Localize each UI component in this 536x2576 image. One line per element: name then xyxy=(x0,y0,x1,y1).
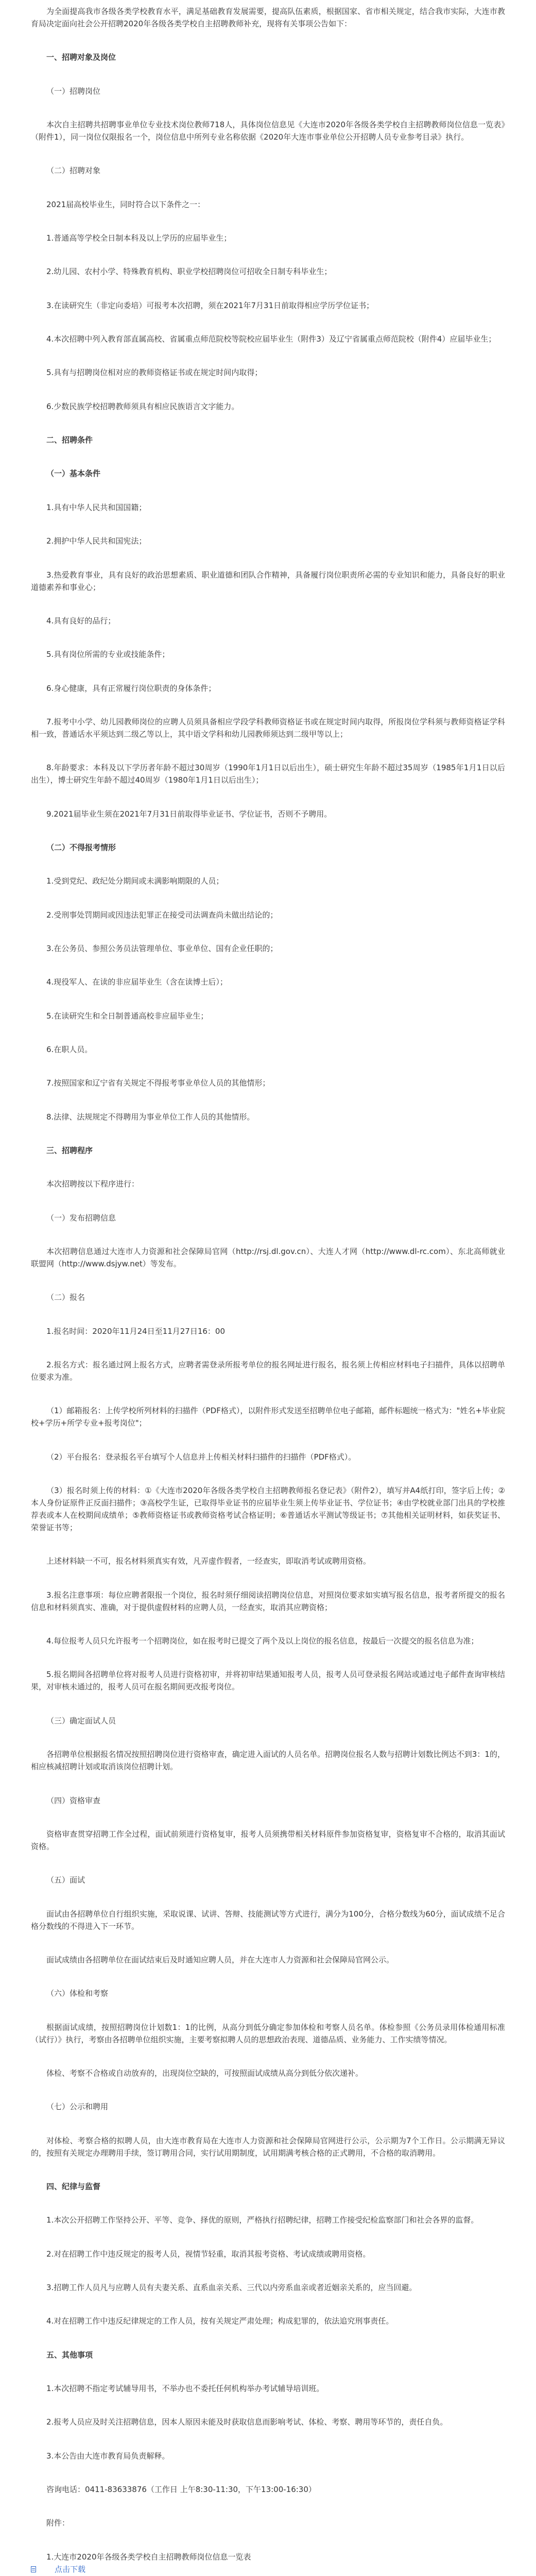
paragraph: 5.具有岗位所需的专业或技能条件； xyxy=(46,650,170,659)
paragraph: 面试由各招聘单位自行组织实施，采取说课、试讲、答辩、技能测试等方式进行，满分为100分，合格分数线为60分，面试成绩不足合格分数线的不得进入下一环节。 xyxy=(31,1909,505,1931)
paragraph: （四）资格审查 xyxy=(46,1795,101,1805)
paragraph: 6.少数民族学校招聘教师须具有相应民族语言文字能力。 xyxy=(46,401,239,411)
paragraph: 5.报名期间各招聘单位将对报考人员进行资格初审，并将初审结果通知报考人员，报考人员可登录报名网站或通过电子邮件查询审核结果，对审核未通过的，报考人员可在报名期间更改报考岗位。 xyxy=(31,1670,505,1692)
paragraph: 1.普通高等学校全日制本科及以上学历的应届毕业生； xyxy=(46,233,232,243)
paragraph: 为全面提高我市各级各类学校教育水平，满足基础教育发展需要，提高队伍素质，根据国家、省市相关规定，结合我市实际，大连市教育局决定面向社会公开招聘2020年各级各类学校自主招聘教师补充，现将有关事项公告如下： xyxy=(31,7,505,28)
paragraph: 9.2021届毕业生须在2021年7月31日前取得毕业证书、学位证书，否则不予聘用。 xyxy=(46,809,332,819)
paragraph: 本次自主招聘共招聘事业单位专业技术岗位教师718人，具体岗位信息见《大连市2020年各级各类学校自主招聘教师岗位信息一览表》（附件1），同一岗位仅限报名一个，岗位信息中所列专业名称依据《2020年大连市事业单位公开招聘人员专业参考目录》执行。 xyxy=(31,120,505,142)
paragraph: 对体检、考察合格的拟聘人员，由大连市教育局在大连市人力资源和社会保障局官网进行公示，公示期为7个工作日。公示期满无异议的，按照有关规定办理聘用手续，签订聘用合同，实行试用期制度，试用期满考核合格的正式聘用，不合格的取消聘用。 xyxy=(31,2136,505,2158)
paragraph: 6.在职人员。 xyxy=(46,1044,93,1054)
paragraph: 2.报名方式：报名通过网上报名方式，应聘者需登录所报考单位的报名网址进行报名，报名须上传相应材料电子扫描件，具体以招聘单位要求为准。 xyxy=(31,1360,505,1382)
subsection-heading: （二）不得报考情形 xyxy=(46,842,116,852)
paragraph: 1.本次公开招聘工作坚持公开、平等、竞争、择优的原则，严格执行招聘纪律，招聘工作接受纪检监察部门和社会各界的监督。 xyxy=(46,2215,479,2225)
paragraph: 本次招聘信息通过大连市人力资源和社会保障局官网（http://rsj.dl.gov.cn）、大连人才网（http://www.dl-rc.com）、东北高师就业联盟网（http://www.dsjyw.net）等发布。 xyxy=(31,1247,505,1269)
paragraph: 3.招聘工作人员凡与应聘人员有夫妻关系、直系血亲关系、三代以内旁系血亲或者近姻亲关系的，应当回避。 xyxy=(46,2282,417,2292)
paragraph: 2.对在招聘工作中违反规定的报考人员，视情节轻重，取消其报考资格、考试成绩或聘用资格。 xyxy=(46,2249,371,2259)
paragraph: 体检、考察不合格或自动放弃的，出现岗位空缺的，可按照面试成绩从高分到低分依次递补。 xyxy=(46,2068,364,2078)
paragraph: 3.报名注意事项：每位应聘者限报一个岗位，报名时须仔细阅读招聘岗位信息，对照岗位要求如实填写报名信息，报考者所提交的报名信息和材料须真实、准确，对于提供虚假材料的应聘人员，一经查实，取消其应聘资格； xyxy=(31,1590,505,1612)
paragraph: 各招聘单位根据报名情况按照招聘岗位进行资格审查，确定进入面试的人员名单。招聘岗位报名人数与招聘计划数比例达不到3：1的，相应核减招聘计划或取消该岗位招聘计划。 xyxy=(31,1750,505,1772)
paragraph: 面试成绩由各招聘单位在面试结束后及时通知应聘人员，并在大连市人力资源和社会保障局官网公示。 xyxy=(46,1955,394,1964)
paragraph: 2.拥护中华人民共和国宪法； xyxy=(46,536,147,546)
paragraph: （七）公示和聘用 xyxy=(46,2102,109,2112)
paragraph: 5.具有与招聘岗位相对应的教师资格证书或在规定时间内取得； xyxy=(46,368,263,378)
download-link-text[interactable]: 点击下载 xyxy=(55,2564,86,2574)
paragraph: 2.幼儿园、农村小学、特殊教育机构、职业学校招聘岗位可招收全日制专科毕业生； xyxy=(46,267,332,277)
paragraph: （二）报名 xyxy=(46,1293,85,1302)
paragraph: 4.现役军人、在读的非应届毕业生（含在读博士后）； xyxy=(46,977,228,987)
paragraph: 3.热爱教育事业，具有良好的政治思想素质、职业道德和团队合作精神，具备履行岗位职责所必需的专业知识和能力，具备良好的职业道德素养和事业心； xyxy=(31,570,505,592)
file-icon xyxy=(31,2566,36,2572)
paragraph: （六）体检和考察 xyxy=(46,1989,109,1998)
notice-body xyxy=(31,5,505,2576)
paragraph: （1）邮箱报名：上传学校所列材料的扫描件（PDF格式），以附件形式发送至招聘单位电子邮箱，邮件标题统一格式为："姓名+毕业院校+学历+所学专业+报考岗位"； xyxy=(31,1406,505,1428)
paragraph: 4.具有良好的品行； xyxy=(46,616,116,625)
paragraph: 5.在读研究生和全日制普通高校非应届毕业生； xyxy=(46,1011,209,1021)
paragraph: 2021届高校毕业生，同时符合以下条件之一： xyxy=(46,199,205,209)
paragraph: 根据面试成绩，按照招聘岗位计划数1：1的比例，从高分到低分确定参加体检和考察人员名单。体检参照《公务员录用体检通用标准（试行）》执行，考察由各招聘单位组织实施，主要考察拟聘人员的思想政治表现、道德品质、业务能力、工作实绩等情况。 xyxy=(31,2022,505,2044)
paragraph: 本次招聘按以下程序进行： xyxy=(46,1179,140,1189)
paragraph: （3）报名时须上传的材料：①《大连市2020年各级各类学校自主招聘教师报名登记表》（附件2），填写并A4纸打印，签字后上传；②本人身份证原件正反面扫描件；③高校学生证，已取得毕业证书的应届毕业生须上传毕业证书、学位证书；④由学校就业部门出具的学校推荐表或本人在校期间成绩单；⑤教师资格证书或教师资格考试合格证明；⑥普通话水平测试等级证书；⑦其他相关证明材料，如获奖证书、荣誉证书等； xyxy=(31,1486,505,1533)
paragraph: 1.具有中华人民共和国国籍； xyxy=(46,502,147,512)
paragraph: 7.报考中小学、幼儿园教师岗位的应聘人员须具备相应学段学科教师资格证书或在规定时间内取得，所报岗位学科须与教师资格证学科相一致，普通话水平须达到二级乙等以上，其中语文学科和幼儿园教师须达到二级甲等以上； xyxy=(31,717,505,739)
paragraph: （一）发布招聘信息 xyxy=(46,1213,116,1223)
section-heading: 四、纪律与监督 xyxy=(46,2181,101,2191)
paragraph: （三）确定面试人员 xyxy=(46,1716,116,1725)
section-heading: 一、招聘对象及岗位 xyxy=(46,53,116,62)
paragraph: 4.对在招聘工作中违反纪律规定的工作人员，按有关规定严肃处理；构成犯罪的，依法追究刑事责任。 xyxy=(46,2316,394,2326)
paragraph: 资格审查贯穿招聘工作全过程，面试前须进行资格复审，报考人员须携带相关材料原件参加资格复审，资格复审不合格的，取消其面试资格。 xyxy=(31,1829,505,1851)
paragraph: 8.法律、法规规定不得聘用为事业单位工作人员的其他情形。 xyxy=(46,1112,255,1122)
paragraph: 1.报名时间：2020年11月24日至11月27日16：00 xyxy=(46,1326,226,1336)
paragraph: 6.身心健康，具有正常履行岗位职责的身体条件； xyxy=(46,683,216,693)
paragraph: （二）招聘对象 xyxy=(46,166,101,176)
paragraph: 4.本次招聘中列入教育部直属高校、省属重点师范院校等院校应届毕业生（附件3）及辽宁省属重点师范院校（附件4）应届毕业生； xyxy=(46,334,496,344)
paragraph: 4.每位报考人员只允许报考一个招聘岗位，如在报考时已提交了两个及以上岗位的报名信息，按最后一次提交的报名信息为准； xyxy=(46,1636,479,1646)
download-link[interactable] xyxy=(31,2563,505,2575)
paragraph: 2.报考人员应及时关注招聘信息，因本人原因未能及时获取信息而影响考试、体检、考察、聘用等环节的，责任自负。 xyxy=(46,2417,448,2427)
attachment-item xyxy=(31,2551,505,2575)
paragraph: 8.年龄要求：本科及以下学历者年龄不超过30周岁（1990年1月1日以后出生），硕士研究生年龄不超过35周岁（1985年1月1日以后出生），博士研究生年龄不超过40周岁（1980年1月1日以后出生）； xyxy=(31,763,505,785)
paragraph: （2）平台报名：登录报名平台填写个人信息并上传相关材料扫描件的扫描件（PDF格式）。 xyxy=(46,1452,356,1462)
paragraph: （五）面试 xyxy=(46,1875,85,1885)
paragraph: （一）招聘岗位 xyxy=(46,86,101,96)
paragraph: 咨询电话：0411-83633876（工作日 上午8:30-11:30，下午13:00-16:30） xyxy=(46,2485,316,2495)
paragraph: 附件： xyxy=(46,2518,70,2528)
section-heading: 五、其他事项 xyxy=(46,2350,93,2360)
paragraph: 上述材料缺一不可，报名材料须真实有效，凡弄虚作假者，一经查实，即取消考试或聘用资格。 xyxy=(46,1556,371,1566)
paragraph: 7.按照国家和辽宁省有关规定不得报考事业单位人员的其他情形； xyxy=(46,1078,270,1088)
section-heading: 三、招聘程序 xyxy=(46,1146,93,1155)
paragraph: 2.受刑事处罚期间或因违法犯罪正在接受司法调查尚未做出结论的； xyxy=(46,910,278,920)
attachment-label: 1.大连市2020年各级各类学校自主招聘教师岗位信息一览表 xyxy=(46,2552,251,2562)
subsection-heading: （一）基本条件 xyxy=(46,469,101,479)
paragraph: 1.受到党纪、政纪处分期间或未满影响期限的人员； xyxy=(46,876,224,886)
paragraph: 3.本公告由大连市教育局负责解释。 xyxy=(46,2451,170,2461)
paragraph: 3.在读研究生（非定向委培）可报考本次招聘，须在2021年7月31日前取得相应学历学位证书； xyxy=(46,300,374,310)
paragraph: 3.在公务员、参照公务员法管理单位、事业单位、国有企业任职的； xyxy=(46,943,278,953)
paragraph: 1.本次招聘不指定考试辅导用书，不举办也不委托任何机构举办考试辅导培训班。 xyxy=(46,2384,324,2393)
section-heading: 二、招聘条件 xyxy=(46,435,93,445)
